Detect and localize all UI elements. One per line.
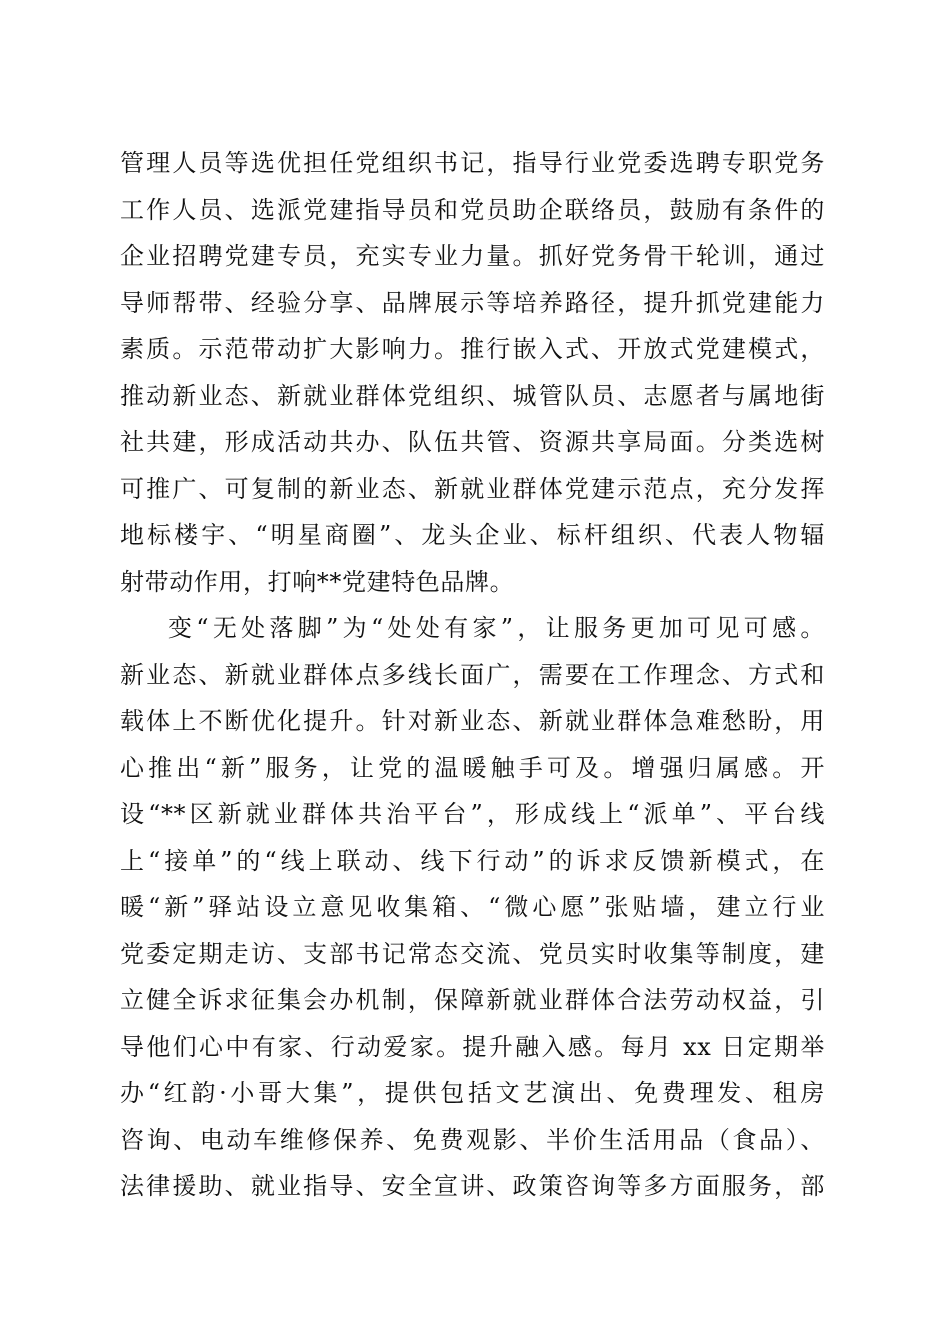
paragraph-line: 导他们心中有家、行动爱家。提升融入感。每月 xx 日定期举 (120, 1032, 825, 1061)
paragraph-line: 素质。示范带动扩大影响力。推行嵌入式、开放式党建模式， (120, 335, 825, 363)
paragraph-line: 推动新业态、新就业群体党组织、城管队员、志愿者与属地街 (120, 381, 825, 410)
paragraph-line: 党委定期走访、支部书记常态交流、党员实时收集等制度，建 (120, 939, 825, 968)
paragraph-line: 法律援助、就业指导、安全宣讲、政策咨询等多方面服务，部 (120, 1172, 825, 1200)
paragraph-line: 设“**区新就业群体共治平台”，形成线上“派单”、平台线 (120, 800, 825, 828)
paragraph-1 (120, 140, 825, 605)
paragraph-line: 新业态、新就业群体点多线长面广，需要在工作理念、方式和 (120, 660, 825, 689)
paragraph-line: 企业招聘党建专员，充实专业力量。抓好党务骨干轮训，通过 (120, 242, 825, 270)
paragraph-line: 可推广、可复制的新业态、新就业群体党建示范点，充分发挥 (120, 474, 825, 503)
paragraph-line: 暖“新”驿站设立意见收集箱、“微心愿”张贴墙，建立行业 (120, 893, 825, 921)
paragraph-line: 管理人员等选优担任党组织书记，指导行业党委选聘专职党务 (120, 149, 825, 177)
paragraph-line-indented: 变“无处落脚”为“处处有家”，让服务更加可见可感。 (168, 614, 825, 642)
paragraph-line: 地标楼宇、“明星商圈”、龙头企业、标杆组织、代表人物辐 (120, 521, 825, 549)
document-body (120, 140, 825, 1210)
paragraph-line: 咨询、电动车维修保养、免费观影、半价生活用品（食品）、 (120, 1125, 825, 1154)
paragraph-line: 办“红韵·小哥大集”，提供包括文艺演出、免费理发、租房 (120, 1079, 825, 1107)
paragraph-2 (120, 605, 825, 1210)
paragraph-line: 社共建，形成活动共办、队伍共管、资源共享局面。分类选树 (120, 428, 825, 456)
paragraph-line: 载体上不断优化提升。针对新业态、新就业群体急难愁盼，用 (120, 707, 825, 735)
paragraph-line: 立健全诉求征集会办机制，保障新就业群体合法劳动权益，引 (120, 986, 825, 1014)
paragraph-line: 导师帮带、经验分享、品牌展示等培养路径，提升抓党建能力 (120, 288, 825, 317)
paragraph-line: 心推出“新”服务，让党的温暖触手可及。增强归属感。开 (120, 753, 825, 782)
paragraph-line: 工作人员、选派党建指导员和党员助企联络员，鼓励有条件的 (120, 195, 825, 224)
paragraph-line: 射带动作用，打响**党建特色品牌。 (120, 567, 515, 596)
paragraph-line: 上“接单”的“线上联动、线下行动”的诉求反馈新模式，在 (120, 846, 825, 875)
